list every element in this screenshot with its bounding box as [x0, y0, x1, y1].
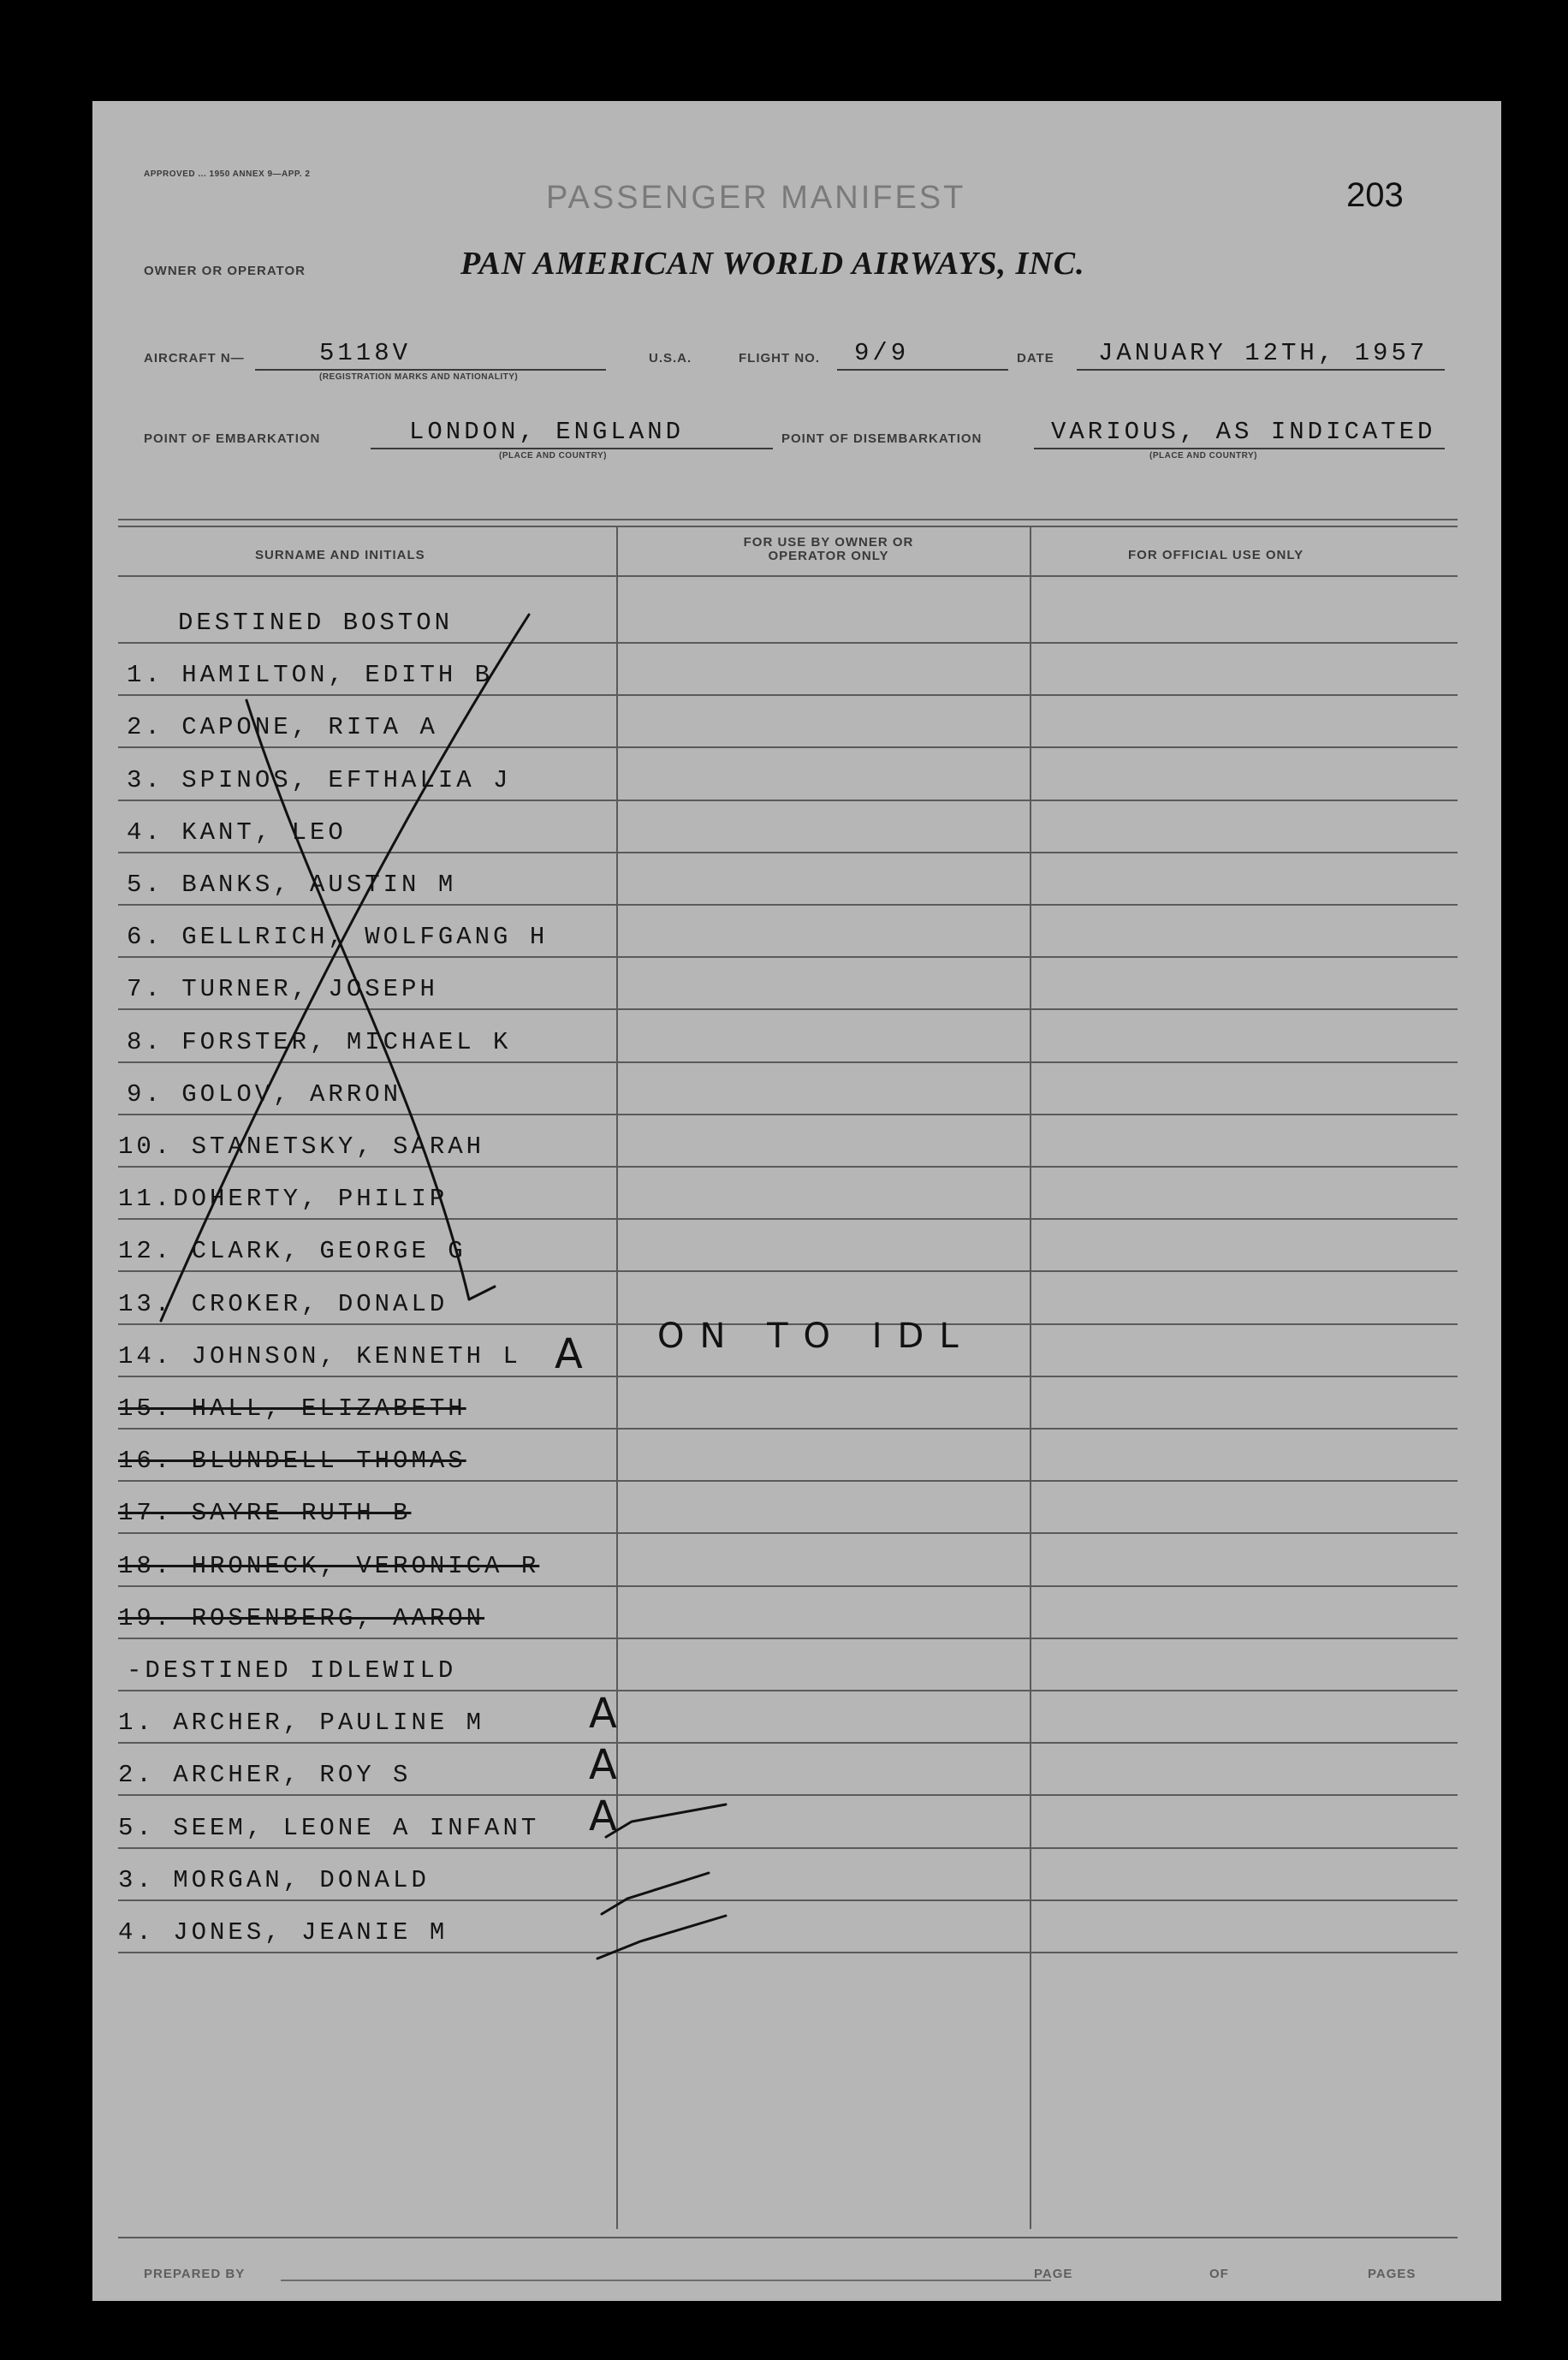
col-header-owner: FOR USE BY OWNER OR OPERATOR ONLY [743, 535, 914, 563]
owner-label: OWNER OR OPERATOR [144, 264, 306, 278]
tick-mark-3 [597, 1916, 726, 1959]
flight-label: FLIGHT NO. [739, 351, 820, 366]
handwriting-overlay [92, 101, 1501, 2301]
passenger-name: 17. SAYRE RUTH B [118, 1499, 412, 1528]
manifest-title: PASSENGER MANIFEST [546, 180, 966, 216]
carrier-name: PAN AMERICAN WORLD AIRWAYS, INC. [460, 246, 1085, 282]
passenger-name: 4. JONES, JEANIE M [118, 1918, 448, 1947]
passenger-name: 5. SEEM, LEONE A INFANT [118, 1813, 540, 1842]
footer-pages-label: PAGES [1368, 2267, 1417, 2281]
disembark-value: VARIOUS, AS INDICATED [1051, 418, 1436, 446]
passenger-name: 7. TURNER, JOSEPH [127, 975, 438, 1004]
hand-mark-a3: A [589, 1792, 617, 1840]
hand-mark-row14: A [555, 1330, 583, 1378]
passenger-name: 3. SPINOS, EFTHALIA J [127, 765, 512, 794]
usa-label: U.S.A. [649, 351, 692, 366]
passenger-name: 6. GELLRICH, WOLFGANG H [127, 923, 549, 952]
passenger-name: 15. HALL, ELIZABETH [118, 1394, 466, 1423]
passenger-name: 19. ROSENBERG, AARON [118, 1603, 485, 1632]
approval-stamp: APPROVED ... 1950 ANNEX 9—APP. 2 [144, 169, 311, 179]
cross-stroke-2 [246, 700, 469, 1299]
passenger-name: 11.DOHERTY, PHILIP [118, 1185, 448, 1214]
page-number: 203 [1346, 176, 1404, 214]
embark-value: LONDON, ENGLAND [409, 418, 685, 446]
manifest-sheet [92, 101, 1501, 2301]
footer-prepared-by: PREPARED BY [144, 2267, 246, 2281]
passenger-name: 2. ARCHER, ROY S [118, 1761, 412, 1790]
passenger-name: -DESTINED IDLEWILD [127, 1656, 457, 1685]
passenger-name: 13. CROKER, DONALD [118, 1289, 448, 1318]
passenger-name: 12. CLARK, GEORGE G [118, 1237, 466, 1266]
passenger-name: 5. BANKS, AUSTIN M [127, 871, 457, 899]
passenger-name: 4. KANT, LEO [127, 817, 347, 847]
footer-of-label: OF [1209, 2267, 1229, 2281]
tick-mark-2 [602, 1873, 709, 1914]
tick-mark-1 [606, 1804, 726, 1837]
col-header-names: SURNAME AND INITIALS [255, 548, 425, 562]
passenger-name: 14. JOHNSON, KENNETH L [118, 1341, 521, 1370]
hand-note-row14: ON TO IDL [657, 1317, 974, 1356]
aircraft-label: AIRCRAFT N— [144, 351, 245, 366]
embark-sub: (PLACE AND COUNTRY) [499, 451, 607, 461]
col-header-official: FOR OFFICIAL USE ONLY [1128, 548, 1304, 562]
passenger-name: 9. GOLOV, ARRON [127, 1079, 402, 1109]
footer-page-label: PAGE [1034, 2267, 1073, 2281]
passenger-name: DESTINED BOSTON [178, 609, 454, 637]
date-value: JANUARY 12TH, 1957 [1098, 339, 1428, 367]
hand-mark-a1: A [589, 1690, 617, 1738]
disembark-label: POINT OF DISEMBARKATION [781, 431, 983, 446]
aircraft-sub: (REGISTRATION MARKS AND NATIONALITY) [319, 372, 519, 382]
cross-stroke-1 [161, 615, 529, 1321]
embark-label: POINT OF EMBARKATION [144, 431, 321, 446]
passenger-name: 1. ARCHER, PAULINE M [118, 1709, 485, 1738]
passenger-name: 18. HRONECK, VERONICA R [118, 1551, 540, 1580]
passenger-name: 1. HAMILTON, EDITH B [127, 661, 494, 690]
flight-value: 9/9 [854, 339, 910, 367]
aircraft-value: 5118V [319, 339, 412, 367]
passenger-name: 16. BLUNDELL THOMAS [118, 1447, 466, 1476]
passenger-name: 2. CAPONE, RITA A [127, 713, 438, 742]
passenger-name: 3. MORGAN, DONALD [118, 1865, 430, 1894]
passenger-name: 8. FORSTER, MICHAEL K [127, 1027, 512, 1056]
date-label: DATE [1017, 351, 1054, 366]
hand-mark-a2: A [589, 1741, 617, 1789]
passenger-name: 10. STANETSKY, SARAH [118, 1132, 485, 1161]
disembark-sub: (PLACE AND COUNTRY) [1149, 451, 1257, 461]
